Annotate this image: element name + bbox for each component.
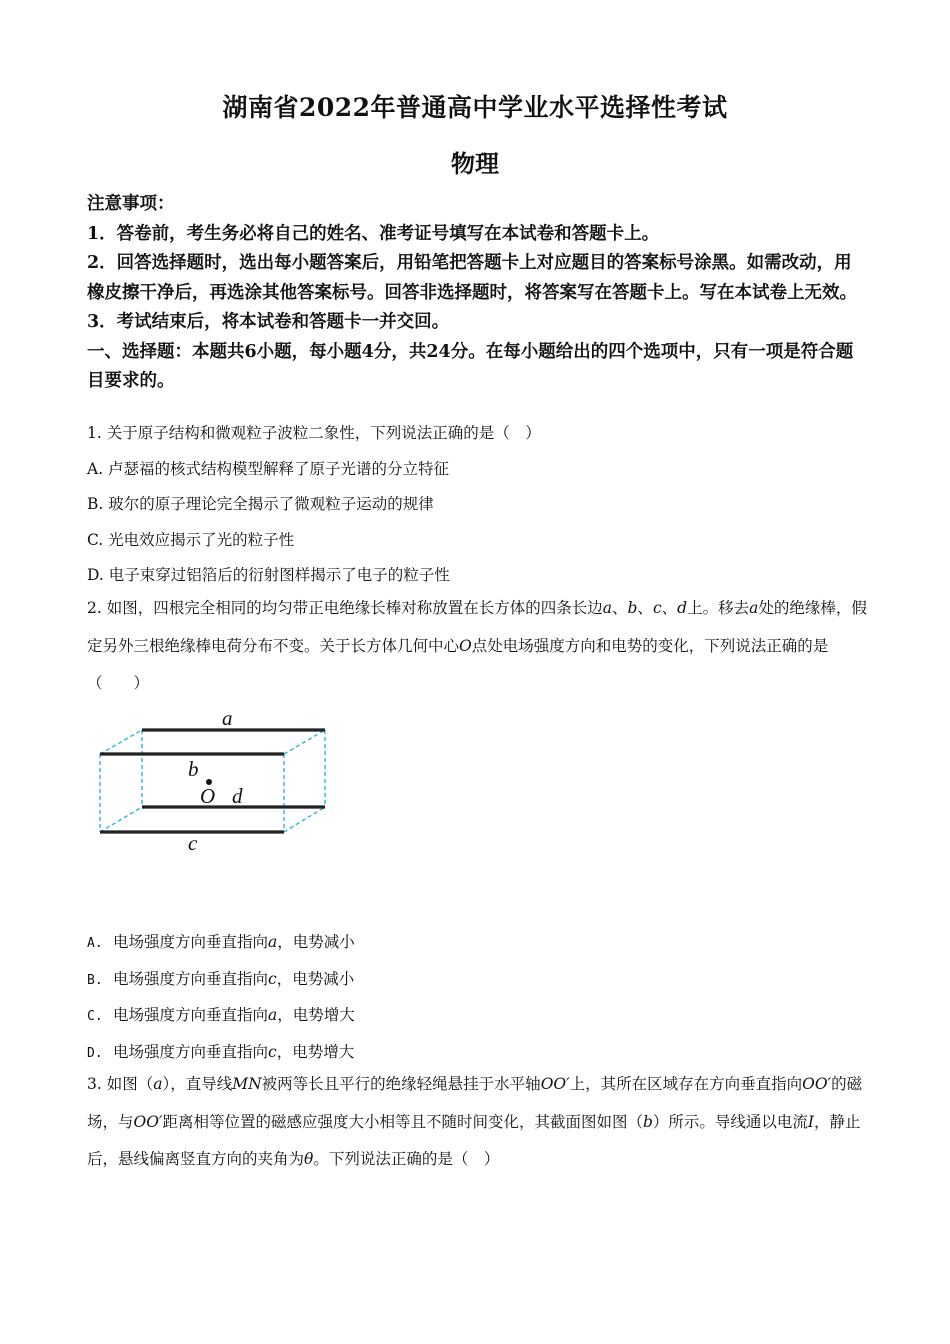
- section-heading: 一、选择题：本题共6小题，每小题4分，共24分。在每小题给出的四个选项中，只有一项是符合题目要求的。: [87, 341, 854, 391]
- question-1: [87, 416, 867, 594]
- box-edge-top-left: [100, 730, 142, 754]
- question-2-option-c: C. 电场强度方向垂直指向a，电势增大: [87, 1006, 355, 1024]
- box-edge-top-right: [284, 730, 325, 754]
- label-b: b: [188, 757, 199, 781]
- box-edge-bottom-left: [100, 807, 142, 832]
- question-2-options: [87, 925, 355, 1071]
- question-3-stem: 3. 如图（a），直导线MN被两等长且平行的绝缘轻绳悬挂于水平轴OO′上，其所在区域存在方向垂直指向OO′的磁场，与OO′距离相等位置的磁感应强度大小相等且不随时间变化，其截面图如图（b）所示。导线通以电流I，静止后，悬线偏离竖直方向的夹角为θ。下列说法正确的是（ ）: [87, 1075, 863, 1168]
- question-1-option-d: D. 电子束穿过铝箔后的衍射图样揭示了电子的粒子性: [87, 566, 450, 584]
- box-edge-bottom-right: [284, 807, 325, 832]
- question-1-option-a: A. 卢瑟福的核式结构模型解释了原子光谱的分立特征: [87, 459, 450, 478]
- notes-item-3: 3．考试结束后，将本试卷和答题卡一并交回。: [87, 312, 450, 332]
- label-d: d: [232, 784, 243, 808]
- label-a: a: [222, 706, 233, 730]
- question-2-option-d: D. 电场强度方向垂直指向c，电势增大: [87, 1042, 355, 1061]
- label-o: O: [200, 784, 216, 808]
- question-1-stem: 1. 关于原子结构和微观粒子波粒二象性，下列说法正确的是（ ）: [87, 424, 541, 442]
- notes-heading: 注意事项：: [87, 194, 175, 214]
- question-1-option-b: B. 玻尔的原子理论完全揭示了微观粒子运动的规律: [87, 495, 434, 513]
- exam-title: 湖南省2022年普通高中学业水平选择性考试: [222, 93, 728, 122]
- question-2-option-b: B. 电场强度方向垂直指向c，电势减小: [87, 969, 355, 988]
- rectangular-box-figure: [92, 704, 332, 856]
- exam-notes: [87, 190, 867, 397]
- notes-item-2: 2．回答选择题时，选出每小题答案后，用铅笔把答题卡上对应题目的答案标号涂黑。如需改动，用橡皮擦干净后，再选涂其他答案标号。回答非选择题时，将答案写在答题卡上。写在本试卷上无效。: [87, 253, 857, 303]
- label-c: c: [188, 831, 198, 855]
- question-2-stem: 2. 如图，四根完全相同的均匀带正电绝缘长棒对称放置在长方体的四条长边a、b、c、d上。移去a处的绝缘棒，假定另外三根绝缘棒电荷分布不变。关于长方体几何中心O点处电场强度方向和电势的变化，下列说法正确的是（ ）: [87, 599, 867, 692]
- notes-item-1: 1．答卷前，考生务必将自己的姓名、准考证号填写在本试卷和答题卡上。: [87, 223, 660, 244]
- question-2-option-a: A. 电场强度方向垂直指向a，电势减小: [87, 933, 355, 951]
- exam-subject: 物理: [451, 149, 499, 178]
- question-1-option-c: C. 光电效应揭示了光的粒子性: [87, 530, 295, 549]
